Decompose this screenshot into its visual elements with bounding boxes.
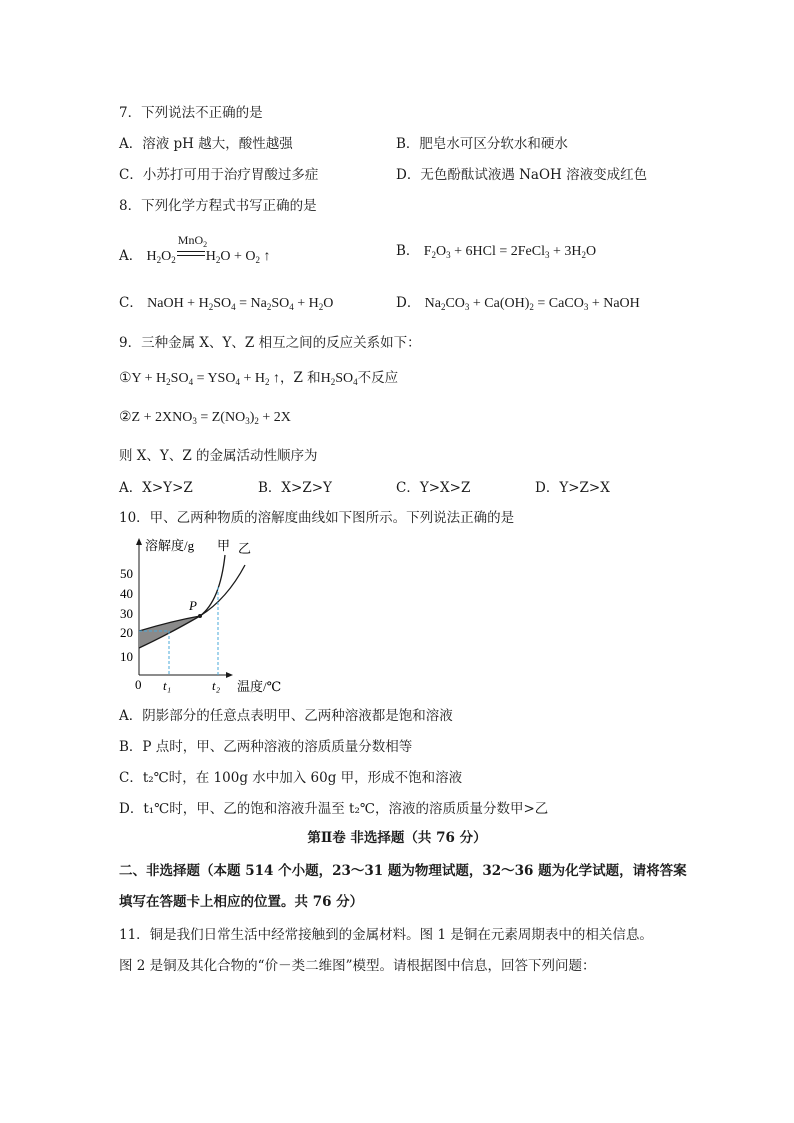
x-tick-t1: t₁ (163, 678, 172, 693)
q8-stem: 8．下列化学方程式书写正确的是 (119, 198, 317, 214)
y-axis-arrow (136, 538, 142, 545)
q9-option-d: D．Y>Z>X (535, 480, 610, 496)
section-2-title: 第Ⅱ卷 非选择题（共 76 分） (307, 830, 487, 846)
q9-stem: 9．三种金属 X、Y、Z 相互之间的反应关系如下： (119, 335, 421, 351)
series-label-jia: 甲 (217, 538, 231, 553)
q10-option-b: B．P 点时，甲、乙两种溶液的溶质质量分数相等 (119, 739, 413, 755)
q9-question: 则 X、Y、Z 的金属活动性顺序为 (119, 448, 318, 464)
q9-reaction-1: ①Y + $H_2SO_4 = YSO_4 + H_2$ ↑，Z 和$H_2SO_4$不反应 (119, 370, 399, 387)
point-p (198, 614, 202, 618)
y-axis-label: 溶解度/g (145, 538, 195, 553)
q7-option-d: D．无色酚酞试液遇 NaOH 溶液变成红色 (396, 167, 648, 183)
q10-option-a: A．阴影部分的任意点表明甲、乙两种溶液都是饱和溶液 (119, 708, 453, 724)
q9-option-a: A．X>Y>Z (119, 480, 193, 496)
q9-option-b: B．X>Z>Y (258, 480, 332, 496)
x-tick-0: 0 (135, 677, 142, 692)
q9-reaction-2: ②Z + $2XNO_3 = Z(NO_3)_2 + 2X$ (119, 410, 291, 426)
x-axis-arrow (226, 672, 233, 678)
q11-line-1: 11．铜是我们日常生活中经常接触到的金属材料。图 1 是铜在元素周期表中的相关信息。 (119, 927, 653, 943)
q10-option-d: D．t₁℃时，甲、乙的饱和溶液升温至 t₂℃，溶液的溶质质量分数甲>乙 (119, 801, 549, 817)
q7-option-a: A．溶液 pH 越大，酸性越强 (119, 136, 293, 152)
y-tick-50: 50 (120, 566, 133, 581)
q8-option-d: D． $Na_2CO_3 + Ca(OH)_2$ = CaCO$_3$ + NaOH (396, 295, 640, 312)
series-label-yi: 乙 (238, 541, 252, 556)
q8-option-a: A． $H_2O_2$ MnO$_2$ $H_2O + O_2$ ↑ (119, 233, 271, 265)
point-p-label: P (189, 598, 197, 613)
solubility-chart (112, 535, 302, 697)
q7-stem: 7．下列说法不正确的是 (119, 105, 263, 121)
q8-option-c: C． NaOH + $H_2SO_4 = Na_2SO_4 + H_2O$ (119, 295, 334, 312)
x-axis-label: 温度/℃ (237, 679, 282, 694)
y-tick-30: 30 (120, 606, 133, 621)
y-tick-20: 20 (120, 625, 133, 640)
q7-option-c: C．小苏打可用于治疗胃酸过多症 (119, 167, 319, 183)
section-2-intro-line-1: 二、非选择题（本题 514 个小题，23～31 题为物理试题，32～36 题为化学试题，请将答案 (119, 863, 687, 879)
x-tick-t2: t₂ (212, 678, 221, 693)
y-tick-10: 10 (120, 649, 133, 664)
q10-stem: 10．甲、乙两种物质的溶解度曲线如下图所示。下列说法正确的是 (119, 510, 515, 526)
q11-line-2: 图 2 是铜及其化合物的“价－类二维图”模型。请根据图中信息，回答下列问题： (119, 958, 596, 974)
y-tick-40: 40 (120, 586, 133, 601)
q9-option-c: C．Y>X>Z (396, 480, 471, 496)
q8-option-b: B． $F_2O_3 + 6HCl$ = 2FeCl$_3$ + $3H_2O$ (396, 243, 597, 260)
section-2-intro-line-2: 填写在答题卡上相应的位置。共 76 分） (119, 894, 364, 910)
q7-option-b: B．肥皂水可区分软水和硬水 (396, 136, 568, 152)
q10-option-c: C．t₂℃时，在 100g 水中加入 60g 甲，形成不饱和溶液 (119, 770, 463, 786)
